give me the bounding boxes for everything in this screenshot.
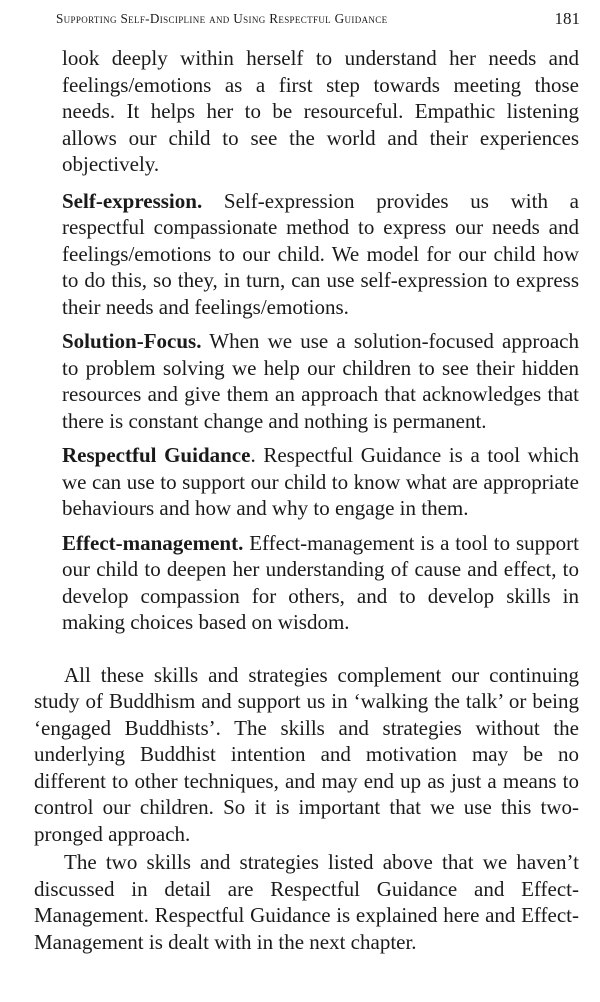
entry-text: look deeply within herself to understand her needs and feelings/emotions as a first step towards meeting those needs. It helps her to be resourceful. Empathic listening allows our child to see the world and their experiences objectively.	[62, 46, 579, 176]
entry-term: Solution-Focus.	[62, 329, 202, 353]
entry-term: Self-expression.	[62, 188, 203, 213]
entry-effect-management	[34, 530, 579, 636]
running-title: Supporting Self-Discipline and Using Respectful Guidance	[56, 11, 388, 26]
body-paragraph: The two skills and strategies listed above that we haven’t discussed in detail are Respectful Guidance and Effect-Management. Respectful Guidance is explained here and Effect-Management is dealt with in the next chapter.	[34, 850, 579, 954]
entry-text: When we use a solution-focused approach to problem solving we help our children to see their hidden resources and give them an approach that acknowledges that there is constant change and nothing is permanent.	[62, 329, 579, 433]
entry-term: Effect-management.	[62, 530, 244, 555]
entry-term: Respectful Guidance	[62, 443, 251, 467]
body-paragraph: All these skills and strategies complement our continuing study of Buddhism and support us in ‘walking the talk’ or being ‘engaged Buddhists’. The skills and strategies without the underlying Buddhist intention and motivation may be no different to other techniques, and may end up as just a means to control our children. So it is important that we use this two-pronged approach.	[34, 662, 579, 846]
entry-text: Effect-management is a tool to support our child to deepen her understanding of cause and effect, to develop compassion for others, and to develop skills in making choices based on wisdom.	[62, 530, 579, 634]
running-head	[0, 9, 600, 31]
body-text	[34, 45, 579, 957]
entry-empathic-listening-continued	[34, 45, 579, 178]
entry-solution-focus	[34, 328, 579, 434]
entry-text: . Respectful Guidance is a tool which we can use to support our child to know what are appropriate behaviours and how and why to engage in them.	[62, 443, 579, 520]
page-number: 181	[554, 9, 580, 28]
entry-respectful-guidance	[34, 442, 579, 522]
entry-self-expression	[34, 188, 579, 321]
entry-text: Self-expression provides us with a respectful compassionate method to express our needs and feelings/emotions to our child. We model for our child how to do this, so they, in turn, can use self-expression to express their needs and feelings/emotions.	[62, 188, 579, 319]
